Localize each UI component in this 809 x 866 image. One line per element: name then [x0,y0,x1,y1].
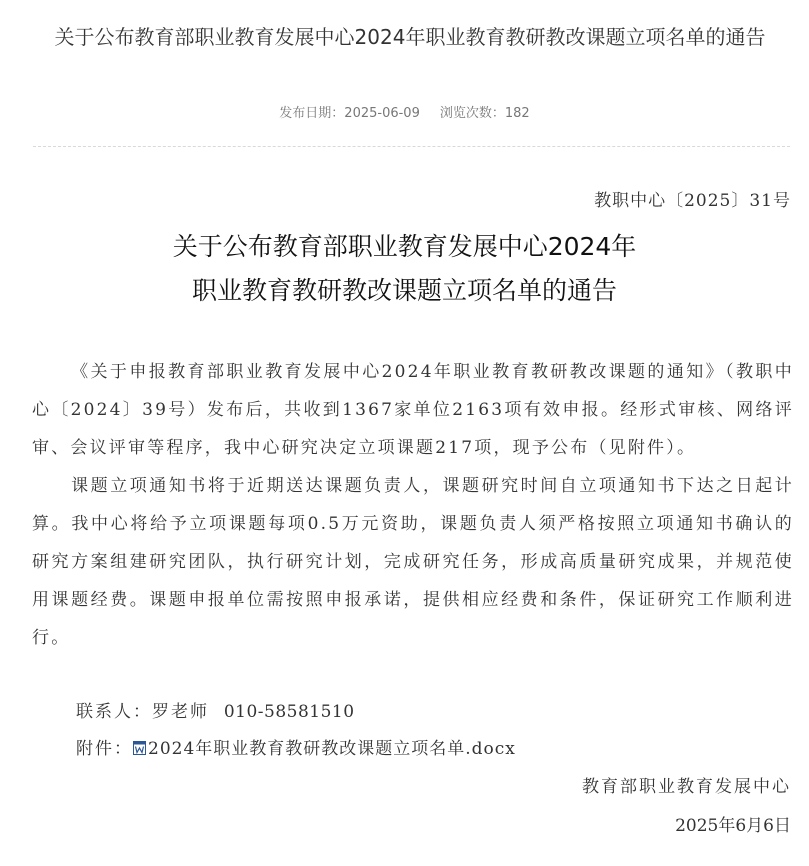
document-title-line2: 职业教育教研教改课题立项名单的通告 [191,276,617,305]
views-count: 182 [504,106,530,121]
document-title-line1: 关于公布教育部职业教育发展中心2024年 [172,232,637,261]
article-meta [0,104,809,124]
publish-date: 2025-06-09 [344,106,420,121]
page-title: 关于公布教育部职业教育发展中心2024年职业教育教研教改课题立项名单的通告 [54,25,766,49]
issuer: 教育部职业教育发展中心 [582,777,791,797]
body-paragraph-1: 《关于申报教育部职业教育发展中心2024年职业教育教研教改课题的通知》（教职中心〔2024〕39号）发布后，共收到1367家单位2163项有效申报。经形式审核、网络评审、会议评审等程序，我中心研究决定立项课题217项，现予公布（见附件）。 [32,362,794,458]
contact-phone: 010-58581510 [223,702,355,722]
word-doc-icon [133,741,146,755]
attachment-link[interactable] [133,739,516,759]
document-number: 教职中心〔2025〕31号 [594,191,791,211]
attachment-line [76,735,516,763]
attachment-filename: 2024年职业教育教研教改课题立项名单.docx [148,739,516,759]
issue-date: 2025年6月6日 [675,816,791,836]
contact-line [76,698,355,726]
views-label: 浏览次数： [439,106,505,121]
document-title [0,225,809,313]
contact-label: 联系人： [76,702,152,722]
publish-date-label: 发布日期： [279,106,345,121]
header-divider [33,146,790,147]
attachment-label: 附件： [76,739,133,759]
document-body [32,353,794,657]
body-paragraph-2: 课题立项通知书将于近期送达课题负责人，课题研究时间自立项通知书下达之日起计算。我中心将给予立项课题每项0.5万元资助，课题负责人须严格按照立项通知书确认的研究方案组建研究团队，执行研究计划，完成研究任务，形成高质量研究成果，并规范使用课题经费。课题申报单位需按照申报承诺，提供相应经费和条件，保证研究工作顺利进行。 [32,476,794,648]
contact-name: 罗老师 [152,702,209,722]
